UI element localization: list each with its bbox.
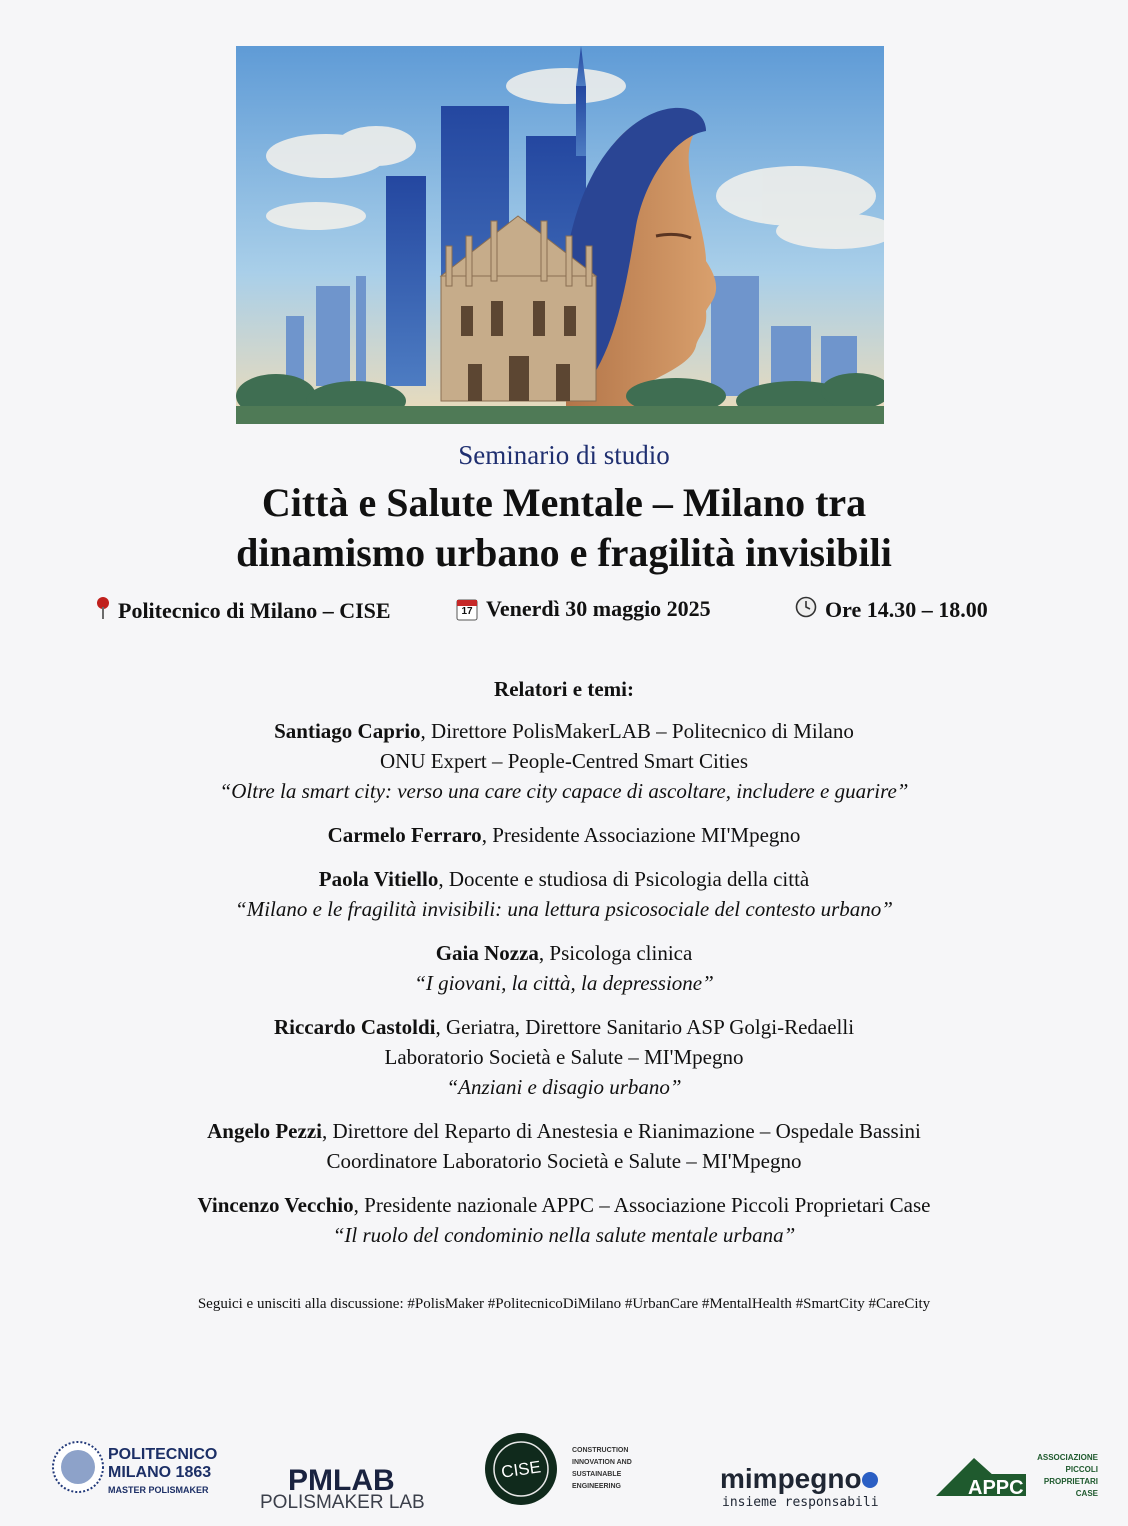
speaker-item [0, 1116, 1128, 1176]
speaker-topic: “Oltre la smart city: verso una care city capace di ascoltare, includere e guarire” [219, 779, 909, 803]
cise-text-4: ENGINEERING [572, 1483, 622, 1490]
cise-text-2: INNOVATION AND [572, 1459, 632, 1466]
speaker-name: Santiago Caprio [274, 719, 421, 743]
speaker-name: Angelo Pezzi [207, 1119, 322, 1143]
speaker-role: , Presidente Associazione MI'Mpegno [481, 823, 801, 847]
date-text: Venerdì 30 maggio 2025 [486, 596, 711, 621]
cise-text-1: CONSTRUCTION [572, 1447, 629, 1454]
cise-text-3: SUSTAINABLE [572, 1471, 622, 1478]
speakers-section [0, 674, 1128, 1264]
cise-logo [484, 1432, 654, 1506]
speaker-role: , Geriatra, Direttore Sanitario ASP Golgi-Redaelli [435, 1015, 855, 1039]
location-text: Politecnico di Milano – CISE [118, 598, 391, 623]
pmlab-logo [258, 1460, 438, 1512]
speaker-role: , Direttore PolisMakerLAB – Politecnico di Milano [420, 719, 854, 743]
speaker-name: Paola Vitiello [318, 867, 439, 891]
mimpegno-line-2: insieme responsabili [722, 1495, 879, 1510]
time-text: Ore 14.30 – 18.00 [825, 597, 988, 622]
speaker-item [0, 864, 1128, 924]
cise-mark: CISE [500, 1457, 543, 1482]
clock-icon [795, 596, 817, 624]
hashtags-line: Seguici e unisciti alla discussione: #PolisMaker #PolitecnicoDiMilano #UrbanCare #MentalHealth #SmartCity #CareCity [197, 1296, 931, 1312]
event-kicker: Seminario di studio [458, 440, 670, 470]
mimpegno-logo [720, 1460, 890, 1510]
appc-text-1: ASSOCIAZIONE [1037, 1453, 1098, 1462]
event-time [795, 596, 988, 624]
speaker-name: Vincenzo Vecchio [197, 1193, 354, 1217]
mimpegno-line-1: mimpegno [720, 1463, 862, 1494]
speaker-item [0, 716, 1128, 806]
speaker-topic: “I giovani, la città, la depressione” [414, 971, 714, 995]
calendar-icon [456, 597, 478, 621]
speaker-role: , Presidente nazionale APPC – Associazione Piccoli Proprietari Case [353, 1193, 931, 1217]
speaker-role: , Psicologa clinica [538, 941, 693, 965]
speaker-role: , Docente e studiosa di Psicologia della città [438, 867, 810, 891]
title-line-1: Città e Salute Mentale – Milano tra [261, 480, 867, 525]
speaker-role-2: Laboratorio Società e Salute – MI'Mpegno [384, 1045, 744, 1069]
appc-logo [934, 1448, 1100, 1504]
speaker-topic: “Anziani e disagio urbano” [446, 1075, 682, 1099]
polimi-logo [52, 1435, 232, 1499]
polimi-line-3: MASTER POLISMAKER [108, 1485, 209, 1495]
speaker-name: Gaia Nozza [435, 941, 539, 965]
speaker-role-2: Coordinatore Laboratorio Società e Salute – MI'Mpegno [326, 1149, 802, 1173]
title-line-2: dinamismo urbano e fragilità invisibili [236, 530, 892, 575]
event-title [0, 478, 1128, 578]
pmlab-line-1: PMLAB [288, 1464, 395, 1497]
event-date [456, 596, 711, 622]
appc-text-4: CASE [1075, 1489, 1098, 1498]
speaker-item [0, 1012, 1128, 1102]
polimi-line-2: MILANO 1863 [108, 1464, 212, 1481]
location-pin-icon [96, 596, 110, 626]
polimi-line-1: POLITECNICO [108, 1446, 218, 1463]
speaker-role-2: ONU Expert – People-Centred Smart Cities [379, 749, 748, 773]
calendar-day: 17 [461, 606, 473, 617]
speaker-item [0, 938, 1128, 998]
pmlab-line-2: POLISMAKER LAB [260, 1492, 425, 1512]
speaker-role: , Direttore del Reparto di Anestesia e Rianimazione – Ospedale Bassini [321, 1119, 921, 1143]
speaker-name: Riccardo Castoldi [273, 1015, 436, 1039]
appc-mark: APPC [968, 1477, 1024, 1499]
appc-text-2: PICCOLI [1065, 1465, 1098, 1474]
speaker-item [0, 820, 1128, 850]
speakers-heading: Relatori e temi: [494, 677, 634, 701]
hero-illustration [236, 46, 884, 424]
appc-text-3: PROPRIETARI [1043, 1477, 1098, 1486]
speaker-item [0, 1190, 1128, 1250]
speaker-topic: “Il ruolo del condominio nella salute mentale urbana” [332, 1223, 796, 1247]
speaker-name: Carmelo Ferraro [327, 823, 482, 847]
event-location [96, 596, 391, 626]
speaker-topic: “Milano e le fragilità invisibili: una lettura psicosociale del contesto urbano” [235, 897, 893, 921]
